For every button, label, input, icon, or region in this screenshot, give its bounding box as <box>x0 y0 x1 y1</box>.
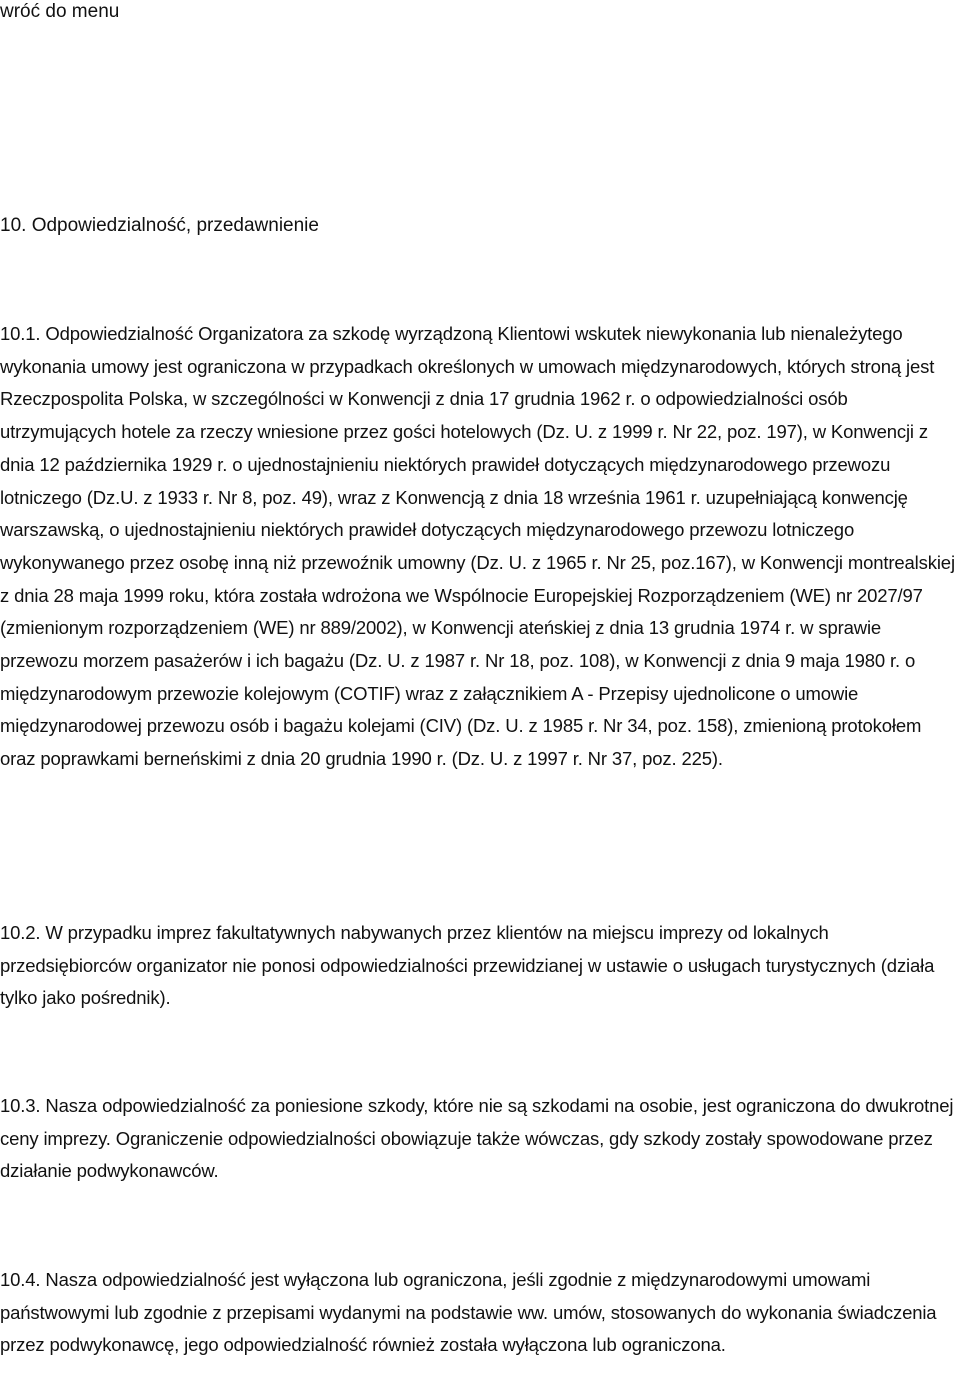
back-to-menu-link[interactable]: wróć do menu <box>0 1 120 22</box>
paragraph-10-2: 10.2. W przypadku imprez fakultatywnych nabywanych przez klientów na miejscu imprezy od lokalnych przedsiębiorców organizator nie ponosi odpowiedzialności przewidzianej w ustawie o usługach turystycznych (działa tylko jako pośrednik). <box>0 922 935 1009</box>
paragraph-10-3: 10.3. Nasza odpowiedzialność za poniesione szkody, które nie są szkodami na osobie, jest ograniczona do dwukrotnej ceny imprezy. Ograniczenie odpowiedzialności obowiązuje także wówczas, gdy szkody zostały spowodowane przez działanie podwykonawców. <box>0 1095 954 1182</box>
paragraph-10-1: 10.1. Odpowiedzialność Organizatora za szkodę wyrządzoną Klientowi wskutek niewykonania lub nienależytego wykonania umowy jest ograniczona w przypadkach określonych w umowach międzynarodowych, których stroną jest Rzeczpospolita Polska, w szczególności w Konwencji z dnia 17 grudnia 1962 r. o odpowiedzialności osób utrzymujących hotele za rzeczy wniesione przez gości hotelowych (Dz. U. z 1999 r. Nr 22, poz. 197), w Konwencji z dnia 12 października 1929 r. o ujednostajnieniu niektórych prawideł dotyczących międzynarodowego przewozu lotniczego (Dz.U. z 1933 r. Nr 8, poz. 49), wraz z Konwencją z dnia 18 września 1961 r. uzupełniającą konwencję warszawską, o ujednostajnieniu niektórych prawideł dotyczących międzynarodowego przewozu lotniczego wykonywanego przez osobę inną niż przewoźnik umowny (Dz. U. z 1965 r. Nr 25, poz.167), w Konwencji montrealskiej z dnia 28 maja 1999 roku, która została wdrożona we Wspólnocie Europejskiej Rozporządzeniem (WE) nr 2027/97 (zmienionym rozporządzeniem (WE) nr 889/2002), w Konwencji ateńskiej z dnia 13 grudnia 1974 r. w sprawie przewozu morzem pasażerów i ich bagażu (Dz. U. z 1987 r. Nr 18, poz. 108), w Konwencji z dnia 9 maja 1980 r. o międzynarodowym przewozie kolejowym (COTIF) wraz z załącznikiem A - Przepisy ujednolicone o umowie międzynarodowej przewozu osób i bagażu kolejami (CIV) (Dz. U. z 1985 r. Nr 34, poz. 158), zmienioną protokołem oraz poprawkami berneńskimi z dnia 20 grudnia 1990 r. (Dz. U. z 1997 r. Nr 37, poz. 225). <box>0 323 955 770</box>
section-title: 10. Odpowiedzialność, przedawnienie <box>0 215 319 236</box>
paragraph-10-4: 10.4. Nasza odpowiedzialność jest wyłączona lub ograniczona, jeśli zgodnie z międzynarodowymi umowami państwowymi lub zgodnie z przepisami wydanymi na podstawie ww. umów, stosowanych do wykonania świadczenia przez podwykonawcę, jego odpowiedzialność również została wyłączona lub ograniczona. <box>0 1269 937 1356</box>
